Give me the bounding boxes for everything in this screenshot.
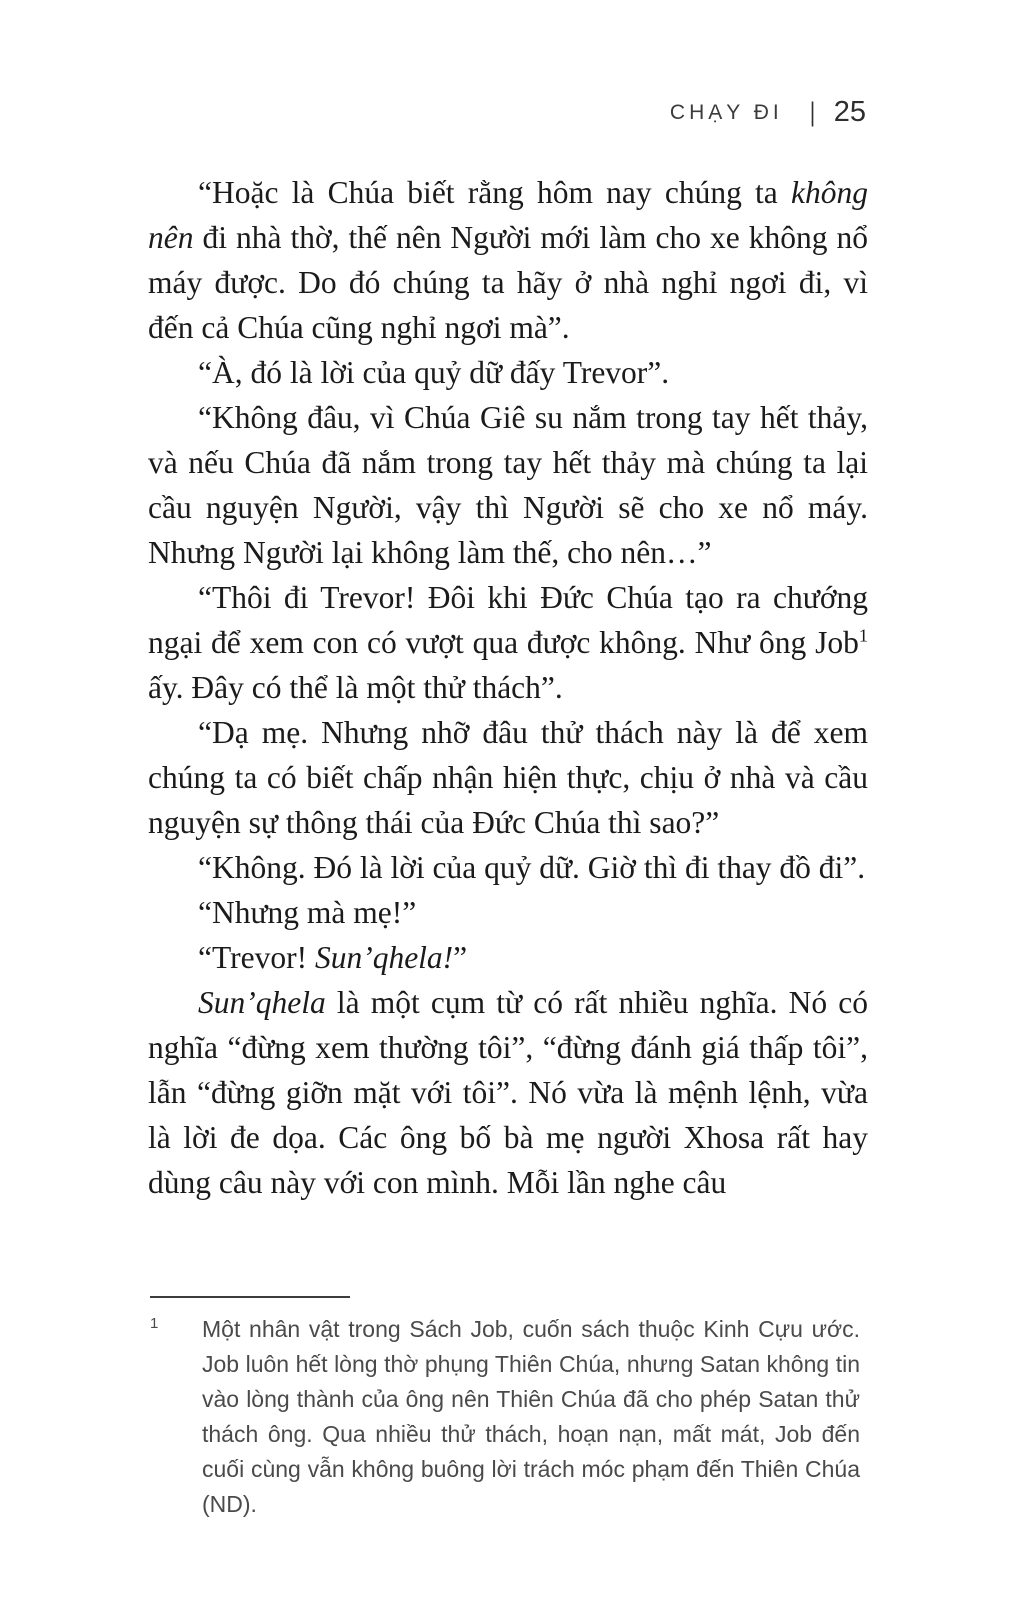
footnote-text: Một nhân vật trong Sách Job, cuốn sách thuộc Kinh Cựu ước. Job luôn hết lòng thờ phụng Thiên Chúa, nhưng Satan không tin vào lòng thành của ông nên Thiên Chúa đã cho phép Satan thử thách ông. Qua nhiều thử thách, hoạn nạn, mất mát, Job đến cuối cùng vẫn không buông lời trách móc phạm đến Thiên Chúa (ND). — [202, 1316, 860, 1517]
paragraph — [148, 575, 868, 710]
paragraph — [148, 980, 868, 1205]
italic-text: không nên — [148, 175, 868, 255]
text-run: đi nhà thờ, thế nên Người mới làm cho xe không nổ máy được. Do đó chúng ta hãy ở nhà nghỉ ngơi đi, vì đến cả Chúa cũng nghỉ ngơi mà”. — [148, 220, 868, 345]
page-number: 25 — [833, 96, 866, 128]
text-run: “Trevor! — [198, 940, 315, 975]
text-run: “À, đó là lời của quỷ dữ đấy Trevor”. — [198, 355, 670, 390]
running-header — [148, 96, 866, 129]
text-run: “Hoặc là Chúa biết rằng hôm nay chúng ta — [198, 175, 792, 210]
text-run: là một cụm từ có rất nhiều nghĩa. Nó có nghĩa “đừng xem thường tôi”, “đừng đánh giá thấp tôi”, lẫn “đừng giỡn mặt với tôi”. Nó vừa là mệnh lệnh, vừa là lời đe dọa. Các ông bố bà mẹ người Xhosa rất hay dùng câu này với con mình. Mỗi lần nghe câu — [148, 985, 868, 1200]
footnote-row — [150, 1312, 860, 1522]
chapter-title: CHẠY ĐI — [669, 100, 783, 124]
italic-text: Sun’qhela! — [314, 940, 454, 975]
italic-text: Sun’qhela — [198, 985, 326, 1020]
paragraph — [148, 710, 868, 845]
text-run: ” — [453, 940, 468, 975]
paragraph — [148, 890, 868, 935]
footnote-section — [150, 1296, 860, 1522]
header-separator: | — [809, 97, 815, 127]
paragraph — [148, 935, 868, 980]
paragraph — [148, 845, 868, 890]
text-run: “Thôi đi Trevor! Đôi khi Đức Chúa tạo ra chướng ngại để xem con có vượt qua được không. Như ông Job — [148, 580, 868, 660]
paragraph — [148, 170, 868, 350]
footnote-reference: 1 — [858, 625, 868, 646]
text-run: “Không. Đó là lời của quỷ dữ. Giờ thì đi thay đồ đi”. — [198, 850, 866, 885]
paragraph — [148, 395, 868, 575]
footnote-marker: 1 — [150, 1315, 159, 1332]
body-text — [148, 170, 868, 1205]
text-run: “Không đâu, vì Chúa Giê su nắm trong tay hết thảy, và nếu Chúa đã nắm trong tay hết thảy mà chúng ta lại cầu nguyện Người, vậy thì Người sẽ cho xe nổ máy. Nhưng Người lại không làm thế, cho nên…” — [148, 400, 868, 570]
footnote-rule — [150, 1296, 350, 1298]
text-run: “Nhưng mà mẹ!” — [198, 895, 417, 930]
paragraph — [148, 350, 868, 395]
text-run: “Dạ mẹ. Nhưng nhỡ đâu thử thách này là để xem chúng ta có biết chấp nhận hiện thực, chịu ở nhà và cầu nguyện sự thông thái của Đức Chúa thì sao?” — [148, 715, 868, 840]
text-run: ấy. Đây có thể là một thử thách”. — [148, 670, 563, 705]
